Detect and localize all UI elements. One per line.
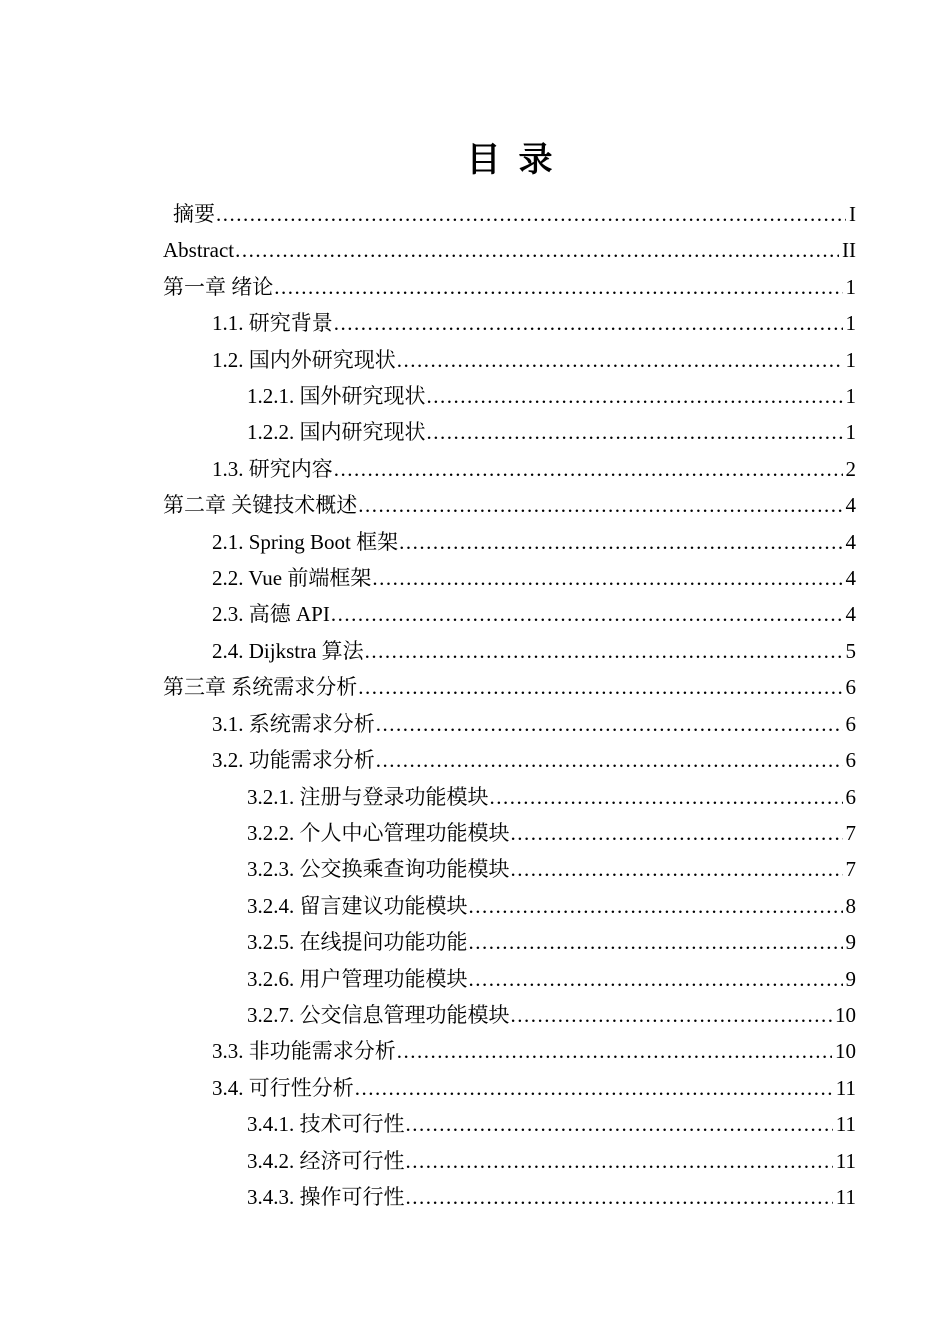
dot-leader xyxy=(358,487,842,523)
toc-entry[interactable] xyxy=(163,1106,856,1142)
dot-leader xyxy=(216,196,846,232)
toc-entry-label: 1.3. 研究内容 xyxy=(212,456,333,481)
toc-entry[interactable] xyxy=(163,596,856,632)
toc-entry-label: 1.2.1. 国外研究现状 xyxy=(247,384,426,409)
toc-entry-label: 第三章 系统需求分析 xyxy=(163,675,358,700)
dot-leader xyxy=(331,596,843,632)
toc-entry-page: 6 xyxy=(845,784,856,809)
page-title: 目录 xyxy=(466,142,571,179)
toc-entry-label: 2.3. 高德 API xyxy=(212,602,330,627)
dot-leader xyxy=(490,779,843,815)
dot-leader xyxy=(274,269,842,305)
toc-entry-label: 2.2. Vue 前端框架 xyxy=(212,566,372,591)
toc-entry-label: 3.2. 功能需求分析 xyxy=(212,748,375,773)
dot-leader xyxy=(469,924,843,960)
toc-entry[interactable] xyxy=(163,414,856,450)
dot-leader xyxy=(334,305,843,341)
toc-entry-page: 1 xyxy=(845,384,856,409)
toc-entry-page: 2 xyxy=(845,456,856,481)
toc-entry-label: 3.4. 可行性分析 xyxy=(212,1075,354,1100)
toc-entry-label: 3.4.1. 技术可行性 xyxy=(247,1112,405,1137)
dot-leader xyxy=(511,997,833,1033)
toc-entry[interactable] xyxy=(163,742,856,778)
toc-entry-page: 7 xyxy=(845,857,856,882)
toc-entry-page: 11 xyxy=(835,1184,856,1209)
toc-entry-label: 1.1. 研究背景 xyxy=(212,311,333,336)
toc-entry-label: 3.3. 非功能需求分析 xyxy=(212,1039,396,1064)
toc-entry-page: 4 xyxy=(845,602,856,627)
toc-entry-label: 1.2. 国内外研究现状 xyxy=(212,347,396,372)
toc-entry[interactable] xyxy=(163,1143,856,1179)
dot-leader xyxy=(399,524,842,560)
toc-entry[interactable] xyxy=(163,269,856,305)
toc-entry-page: 11 xyxy=(835,1075,856,1100)
dot-leader xyxy=(397,1033,832,1069)
dot-leader xyxy=(376,742,843,778)
toc-entry-page: 9 xyxy=(845,930,856,955)
toc-entry-page: 4 xyxy=(845,566,856,591)
dot-leader xyxy=(372,560,842,596)
toc-entry[interactable] xyxy=(163,342,856,378)
toc-entry-page: 10 xyxy=(835,1039,856,1064)
toc-entry-page: 5 xyxy=(845,638,856,663)
toc-entry-label: 第一章 绪论 xyxy=(163,274,274,299)
toc-entry-page: I xyxy=(849,202,856,226)
dot-leader xyxy=(406,1143,833,1179)
dot-leader xyxy=(365,633,843,669)
toc-entry-label: 3.2.6. 用户管理功能模块 xyxy=(247,966,468,991)
dot-leader xyxy=(406,1179,833,1215)
toc-entry-page: 7 xyxy=(845,820,856,845)
toc-entry-label: 2.1. Spring Boot 框架 xyxy=(212,529,399,554)
toc-entry[interactable] xyxy=(163,706,856,742)
dot-leader xyxy=(427,378,843,414)
toc-entry-label: 第二章 关键技术概述 xyxy=(163,493,358,518)
toc-entry-page: 1 xyxy=(845,420,856,445)
toc-entry[interactable] xyxy=(163,524,856,560)
toc-entry-page: II xyxy=(842,238,856,263)
dot-leader xyxy=(469,961,843,997)
toc-entry-page: 6 xyxy=(845,711,856,736)
toc-entry-label: Abstract xyxy=(163,238,235,263)
toc-entry-page: 8 xyxy=(845,893,856,918)
dot-leader xyxy=(355,1070,833,1106)
toc-entry[interactable] xyxy=(163,378,856,414)
toc-entry-label: 3.2.2. 个人中心管理功能模块 xyxy=(247,820,510,845)
toc-entry-label: 3.4.3. 操作可行性 xyxy=(247,1184,405,1209)
toc-entry[interactable] xyxy=(163,851,856,887)
toc-entry[interactable] xyxy=(163,196,856,232)
toc-entry[interactable] xyxy=(163,305,856,341)
toc-section xyxy=(163,141,856,1215)
dot-leader xyxy=(397,342,843,378)
toc-entry-label: 1.2.2. 国内研究现状 xyxy=(247,420,426,445)
toc-entry[interactable] xyxy=(163,1179,856,1215)
toc-entry-page: 4 xyxy=(845,529,856,554)
toc-entry-label: 3.1. 系统需求分析 xyxy=(212,711,375,736)
toc-entry-page: 1 xyxy=(845,311,856,336)
toc-entry[interactable] xyxy=(163,560,856,596)
toc-entry-page: 10 xyxy=(835,1002,856,1027)
toc-entry[interactable] xyxy=(163,1033,856,1069)
toc-entry[interactable] xyxy=(163,888,856,924)
dot-leader xyxy=(334,451,843,487)
dot-leader xyxy=(427,414,843,450)
dot-leader xyxy=(235,232,839,268)
toc-entry[interactable] xyxy=(163,669,856,705)
toc-entry-label: 摘要 xyxy=(173,202,215,226)
toc-entry-label: 3.2.1. 注册与登录功能模块 xyxy=(247,784,489,809)
toc-entry-label: 3.2.3. 公交换乘查询功能模块 xyxy=(247,857,510,882)
toc-entry[interactable] xyxy=(163,633,856,669)
toc-entry[interactable] xyxy=(163,1070,856,1106)
dot-leader xyxy=(358,669,842,705)
toc-entry-label: 3.4.2. 经济可行性 xyxy=(247,1148,405,1173)
toc-entry[interactable] xyxy=(163,232,856,268)
toc-entry-page: 1 xyxy=(845,274,856,299)
toc-entry-label: 2.4. Dijkstra 算法 xyxy=(212,638,364,663)
toc-entry-label: 3.2.4. 留言建议功能模块 xyxy=(247,893,468,918)
toc-entry[interactable] xyxy=(163,924,856,960)
toc-entry-label: 3.2.5. 在线提问功能功能 xyxy=(247,930,468,955)
toc-entry-page: 11 xyxy=(835,1148,856,1173)
toc-entry[interactable] xyxy=(163,487,856,523)
table-of-contents xyxy=(163,196,856,1215)
toc-entry[interactable] xyxy=(163,961,856,997)
dot-leader xyxy=(511,815,843,851)
toc-entry-page: 11 xyxy=(835,1112,856,1137)
toc-entry[interactable] xyxy=(163,815,856,851)
dot-leader xyxy=(469,888,843,924)
toc-entry[interactable] xyxy=(163,451,856,487)
toc-entry-page: 6 xyxy=(845,748,856,773)
dot-leader xyxy=(376,706,843,742)
toc-entry-page: 9 xyxy=(845,966,856,991)
dot-leader xyxy=(511,851,843,887)
toc-entry-page: 6 xyxy=(845,675,856,700)
toc-entry-page: 4 xyxy=(845,493,856,518)
toc-entry[interactable] xyxy=(163,779,856,815)
toc-entry[interactable] xyxy=(163,997,856,1033)
toc-entry-page: 1 xyxy=(845,347,856,372)
toc-entry-label: 3.2.7. 公交信息管理功能模块 xyxy=(247,1002,510,1027)
dot-leader xyxy=(406,1106,833,1142)
